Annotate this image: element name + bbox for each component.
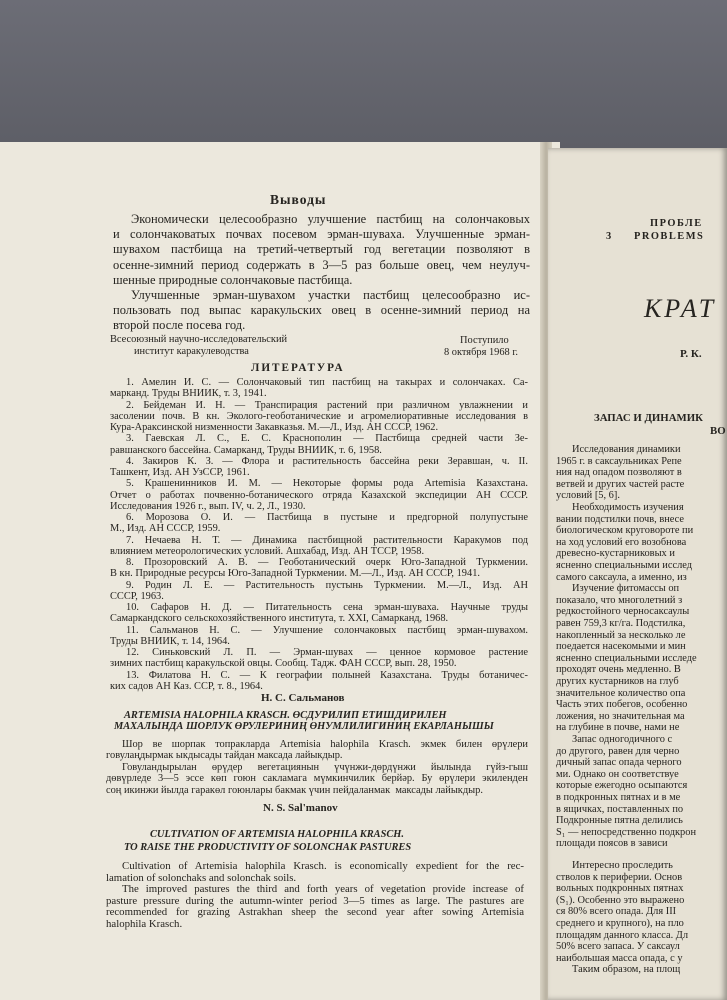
reference-line: Кура-Араксинской низменности Закавказья. М.—Л., Изд. АН СССР, 1962. bbox=[110, 422, 439, 433]
reference-line: марканд. Труды ВНИИК, т. 3, 1941. bbox=[110, 388, 267, 400]
right-body-line: ми. Однако он соответствуе bbox=[556, 768, 679, 780]
right-body-line: ясненно специальными исследе bbox=[556, 652, 697, 664]
reference-line: 13. Филатова Н. С. — К географии полыней Казахстана. Труды ботаничес- bbox=[126, 669, 528, 681]
reference-line: 1. Амелин И. С. — Солончаковый тип пастбищ на такырах и солончаках. Са- bbox=[126, 377, 528, 388]
abstract-en-line: lamation of solonchaks and solonchak soils. bbox=[106, 871, 297, 884]
right-body-line: ясненно специальными исслед bbox=[556, 560, 693, 571]
right-body-line: вольных подкронных пятнах bbox=[556, 883, 684, 895]
reference-line: влиянием метеорологических условий. Ашхабад, Изд. АН ТССР, 1958. bbox=[110, 545, 425, 557]
right-body-line: показало, что многолетний з bbox=[556, 594, 683, 606]
reference-line: Ташкент, Изд. АН УзССР, 1961. bbox=[110, 467, 250, 478]
reference-line: 5. Крашенинников И. М. — Некоторые формы рода Artemisia Казахстана. bbox=[126, 478, 528, 490]
abstract-en-line: halophila Krasch. bbox=[106, 918, 183, 930]
reference-line: 6. Морозова О. И. — Пастбища в пустыне и предгорной полупустыне bbox=[126, 512, 528, 523]
right-body-line: 50% всего запаса. У саксаул bbox=[556, 941, 680, 953]
right-body-line: других кустарников на глуб bbox=[556, 676, 679, 687]
right-body-line: биологическом круговороте пи bbox=[556, 525, 694, 537]
right-body-line: дичный запас опада черного bbox=[556, 757, 682, 769]
author-en: N. S. Sal'manov bbox=[263, 802, 338, 814]
right-page bbox=[548, 148, 727, 1000]
conclusions-line: пользовать под выпас каракульских овец в осенне-зимний период на bbox=[113, 303, 530, 318]
conclusions-line: Улучшенные эрман-шувахом участки пастбищ целесообразно ис- bbox=[131, 288, 530, 302]
right-body-line: Таким образом, на площ bbox=[572, 964, 681, 976]
right-body-line: ся 80% всего опада. Для III bbox=[556, 906, 677, 918]
right-body-line: Запас одногодичного с bbox=[572, 734, 673, 745]
reference-line: Труды ВНИИК, т. 14, 1964. bbox=[110, 635, 230, 647]
right-body-line: Часть этих побегов, особенно bbox=[556, 699, 688, 711]
reference-line: 11. Сальманов Н. С. — Улучшение солончаковых пастбищ эрман-шувахом. bbox=[126, 624, 528, 636]
right-header-1: ПРОБЛЕ bbox=[650, 218, 703, 229]
right-header-2: PROBLEMS bbox=[634, 231, 705, 242]
right-body-line: проходят очень медленно. В bbox=[556, 664, 681, 676]
right-body-line: в ящичках, поставленных по bbox=[556, 803, 684, 815]
reference-line: СССР, 1963. bbox=[110, 590, 164, 602]
reference-line: 10. Сафаров Н. Д. — Питательность сена эрман-шувахa. Научные труды bbox=[126, 602, 528, 613]
right-body-line: Интересно проследить bbox=[572, 860, 673, 871]
reference-line: М., Изд. АН СССР, 1959. bbox=[110, 523, 221, 535]
conclusions-line: второй после посева год. bbox=[113, 318, 246, 333]
right-body-line: Исследования динамики bbox=[572, 444, 681, 455]
author-ru: Н. С. Сальманов bbox=[261, 692, 345, 704]
reference-line: Самаркандского сельскохозяйственного института, т. XXI, Самарканд, 1968. bbox=[110, 613, 449, 625]
right-body-line: площадям данного класса. Дл bbox=[556, 929, 689, 941]
right-body-line: Необходимость изучения bbox=[572, 502, 684, 513]
right-body-line: в подкронных пятнах и в ме bbox=[556, 792, 681, 803]
reference-line: 2. Бейдеман И. Н. — Транспирация растений при различном увлажнении и bbox=[126, 399, 528, 411]
reference-line: Отчет о работах почвенно-ботанического отряда Казахской экспедиции АН СССР. bbox=[110, 489, 528, 501]
conclusions-line: Экономически целесообразно улучшение пастбищ на солончаковых bbox=[131, 212, 530, 226]
abstract-en-line: The improved pastures the third and forth years of vegetation provide increase of bbox=[122, 883, 524, 896]
reference-line: ких садов АН Каз. ССР, т. 8., 1964. bbox=[110, 680, 263, 692]
right-heading-1: ЗАПАС И ДИНАМИК bbox=[594, 412, 703, 424]
reference-line: равшанского бассейна. Самарканд, Труды ВНИИК, т. 6, 1958. bbox=[110, 444, 382, 456]
article-title-tm-1: ARTEMISIA HALOPHILA KRASCH. ӨСДУРИЛИП ЕТИШДИРИЛЕН bbox=[124, 710, 447, 721]
right-body-line: Подкронные пятна делились bbox=[556, 815, 683, 827]
right-body-line: поедается насекомыми и мин bbox=[556, 641, 686, 653]
conclusions-heading: Выводы bbox=[270, 192, 327, 207]
reference-line: 9. Родин Л. Е. — Растительность пустынь Туркмении. М.—Л., Изд. АН bbox=[126, 579, 528, 591]
right-body-line: которые ежегодно осыпаются bbox=[556, 780, 688, 792]
abstract-en-line: recommended for grazing Astrakhan sheep the second year after sowing Artemisia bbox=[106, 906, 524, 919]
right-body-line: вании подстилки почв, внесе bbox=[556, 513, 685, 525]
right-body-line: древесно-кустарниковых и bbox=[556, 548, 675, 560]
abstract-tm-line: Шор ве шорпак топракларда Artemisia halophila Krasch. экмек билен өрүлери bbox=[122, 739, 528, 750]
article-title-tm-2: МАХАЛЫНДА ШОРЛУК ӨРУЛЕРИНИҢ ӨНУМЛИЛИГИНИҢ ЕКАРЛАНЫШЫ bbox=[114, 721, 494, 732]
reference-line: 12. Синьковский Л. П. — Эрман-шувах — ценное кормовое растение bbox=[126, 647, 528, 658]
right-body-line: среднего и крупного), на пло bbox=[556, 918, 684, 929]
right-body-line: редкостойного черносаксаулы bbox=[556, 606, 690, 618]
right-body-line: 1965 г. в саксаульниках Репе bbox=[556, 455, 682, 467]
right-body-line: накопленный за несколько ле bbox=[556, 629, 686, 641]
right-heading-2: ВО bbox=[710, 425, 726, 437]
institute-line-1: Всесоюзный научно-исследовательский bbox=[110, 334, 288, 345]
reference-line: 7. Нечаева Н. Т. — Динамика пастбищной растительности Каракумов под bbox=[126, 534, 528, 546]
right-body-line: S₁ — непосредственно подкрон bbox=[556, 826, 697, 838]
right-body-line: значительное количество опа bbox=[556, 687, 686, 699]
abstract-tm-line: говулаңдырмак ыкдысады тайдан максада лайыкдыр. bbox=[106, 750, 343, 762]
reference-line: В кн. Природные ресурсы Юго-Западной Туркмении. М.—Л., Изд. АН СССР, 1941. bbox=[110, 568, 480, 580]
conclusions-line: и солончаковатых почвах посевом эрман-шувахa. Улучшенные эрман- bbox=[113, 227, 530, 242]
reference-line: Исследования 1926 г., вып. IV, ч. 2, Л., 1930. bbox=[110, 500, 306, 512]
abstract-en-line: pasture pressure during the autumn-winter period 3—5 times as large. The pastures are bbox=[106, 894, 524, 907]
right-body-line: на глубине в почве, нами не bbox=[556, 722, 680, 734]
received-label: Поступило bbox=[460, 335, 509, 346]
right-body-line: условий [5, 6]. bbox=[556, 490, 620, 502]
right-body-line: ния над опадом позволяют в bbox=[556, 467, 682, 479]
abstract-tm-line: дөвүрледе 3—5 эссе көп гоюн сакламага мүмкинчилик берйәр. Бу өрүлери экиленден bbox=[106, 773, 528, 785]
reference-line: засолении почв. В кн. Эколого-геоботанические и агромелиоративные исследования в bbox=[110, 410, 528, 422]
received-date: 8 октября 1968 г. bbox=[444, 347, 519, 358]
conclusions-line: осенне-зимний период содержать в 3—5 раз больше овец, чем неулуч- bbox=[113, 257, 530, 272]
right-big-title: КРАТ bbox=[644, 294, 717, 323]
right-header-num: 3 bbox=[606, 231, 612, 242]
literature-heading: ЛИТЕРАТУРА bbox=[251, 362, 345, 374]
abstract-tm-line: Говуландырылан өрүдер вегетациянын үчүнжи-дөрдүнжи йылында гүйз-гыш bbox=[122, 761, 528, 773]
institute-line-2: институт каракулеводства bbox=[134, 346, 249, 357]
right-body-line: до другого, равен для черно bbox=[556, 745, 680, 757]
reference-line: 4. Закиров К. З. — Флора и растительность бассейна реки Зеравшан, ч. II. bbox=[126, 455, 528, 467]
reference-line: 3. Гаевская Л. С., Е. С. Краснополин — Пастбища средней части Зе- bbox=[126, 433, 528, 445]
right-body-line: самого саксаула, а именно, из bbox=[556, 571, 687, 583]
reference-line: зимних пастбищ каракульской овцы. Сообщ. Тадж. ФАН СССР, вып. 28, 1950. bbox=[110, 658, 457, 670]
reference-line: 8. Прозоровский А. В. — Геоботанический очерк Юго-Западной Туркмении. bbox=[126, 557, 528, 568]
right-body-line: площади поясов в зависи bbox=[556, 838, 668, 850]
right-body-line: Изучение фитомассы оп bbox=[572, 583, 680, 595]
abstract-tm-line: соң икинжи йылда гаракөл гоюнлары бакмак үчин пейдаланмак максады лайыкдыр. bbox=[106, 784, 483, 796]
right-body-line: ветвей и других частей расте bbox=[556, 478, 685, 490]
right-body-line: стволов к периферии. Основ bbox=[556, 871, 683, 883]
right-body-line: (S₁). Особенно это выражено bbox=[556, 894, 685, 906]
article-title-en-1: CULTIVATION OF ARTEMISIA HALOPHILA KRASCH. bbox=[150, 829, 404, 840]
right-body-line: равен 759,3 кг/га. Подстилка, bbox=[556, 618, 686, 629]
background-dark bbox=[0, 0, 727, 150]
article-title-en-2: TO RAISE THE PRODUCTIVITY OF SOLONCHAK PASTURES bbox=[124, 842, 412, 853]
right-author: Р. К. bbox=[680, 348, 702, 360]
right-body-line: ложения, но значительная ма bbox=[556, 710, 685, 722]
conclusions-line: шенные природные солончаковые пастбища. bbox=[113, 272, 353, 287]
abstract-en-line: Cultivation of Artemisia halophila Krasch. is economically expedient for the rec- bbox=[122, 860, 524, 872]
right-body-line: на ход условий его возобнова bbox=[556, 536, 687, 548]
conclusions-line: шувахом пастбища на третий-четвертый год вегетации позволяют в bbox=[113, 242, 530, 257]
right-body-line: наибольшая масса опада, с у bbox=[556, 952, 683, 964]
